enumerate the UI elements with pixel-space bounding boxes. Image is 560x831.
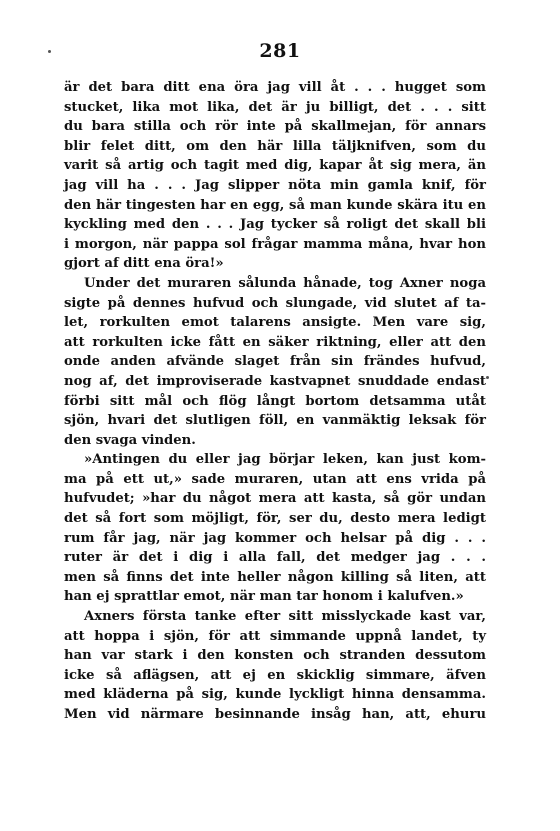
text-line: stucket, lika mot lika, det är ju billigt, det . . . sitt (64, 99, 486, 115)
text-line: gjort af ditt ena öra!» (64, 256, 224, 272)
print-speck (48, 50, 51, 53)
text-line: är det bara ditt ena öra jag vill åt . . . hugget som (64, 80, 486, 95)
page-number: 281 (259, 40, 301, 62)
text-line: sjön, hvari det slutligen föll, en vanmäktig leksak för (64, 413, 486, 429)
text-line: let, rorkulten emot talarens ansigte. Men vare sig, (64, 315, 486, 331)
text-line: den svaga vinden. (64, 432, 196, 448)
text-line: du bara stilla och rör inte på skallmejan, för annars (64, 119, 486, 135)
text-line: Men vid närmare besinnande insåg han, att, ehuru (64, 707, 486, 722)
text-line: att rorkulten icke fått en säker riktning, eller att den (64, 334, 486, 350)
print-speck (486, 376, 489, 379)
text-line: att hoppa i sjön, för att simmande uppnå landet, ty (64, 628, 486, 644)
text-line: rum får jag, när jag kommer och helsar på dig . . . (64, 530, 486, 546)
paragraph (64, 607, 486, 725)
text-line: med kläderna på sig, kunde lyckligt hinna densamma. (64, 687, 486, 703)
text-line: blir felet ditt, om den här lilla täljknifven, som du (64, 138, 486, 154)
paragraph (64, 274, 486, 450)
text-line: nog af, det improviserade kastvapnet snuddade endast (64, 373, 486, 389)
text-line: »Antingen du eller jag börjar leken, kan just kom- (84, 452, 486, 468)
text-line: förbi sitt mål och flög långt bortom detsamma utåt (64, 393, 486, 409)
text-line: hufvudet; »har du något mera att kasta, så gör undan (64, 491, 486, 507)
text-line: sigte på dennes hufvud och slungade, vid slutet af ta- (64, 295, 486, 311)
text-line: det så fort som möjligt, för, ser du, desto mera ledigt (64, 511, 486, 527)
text-line: Under det muraren sålunda hånade, tog Axner noga (84, 275, 486, 291)
text-line: varit så artig och tagit med dig, kapar åt sig mera, än (64, 158, 486, 174)
text-line: kyckling med den . . . Jag tycker så roligt det skall bli (64, 217, 486, 233)
paragraph (64, 450, 486, 607)
text-line: han var stark i den konsten och stranden dessutom (64, 648, 486, 664)
text-line: den här tingesten har en egg, så man kunde skära itu en (64, 197, 486, 213)
text-line: icke så aflägsen, att ej en skicklig simmare, äfven (64, 667, 486, 683)
text-line: i morgon, när pappa sol frågar mamma måna, hvar hon (64, 236, 486, 252)
text-line: Axners första tanke efter sitt misslyckade kast var, (84, 609, 486, 625)
body-text (64, 78, 486, 725)
text-line: men så finns det inte heller någon killing så liten, att (64, 569, 486, 585)
text-line: ruter är det i dig i alla fall, det medger jag . . . (64, 550, 486, 566)
text-line: ma på ett ut,» sade muraren, utan att ens vrida på (64, 471, 486, 487)
text-line: han ej sprattlar emot, när man tar honom i kalufven.» (64, 589, 464, 605)
text-line: onde anden afvände slaget från sin frändes hufvud, (64, 354, 486, 370)
paragraph (64, 78, 486, 274)
text-line: jag vill ha . . . Jag slipper nöta min gamla knif, för (64, 177, 486, 193)
